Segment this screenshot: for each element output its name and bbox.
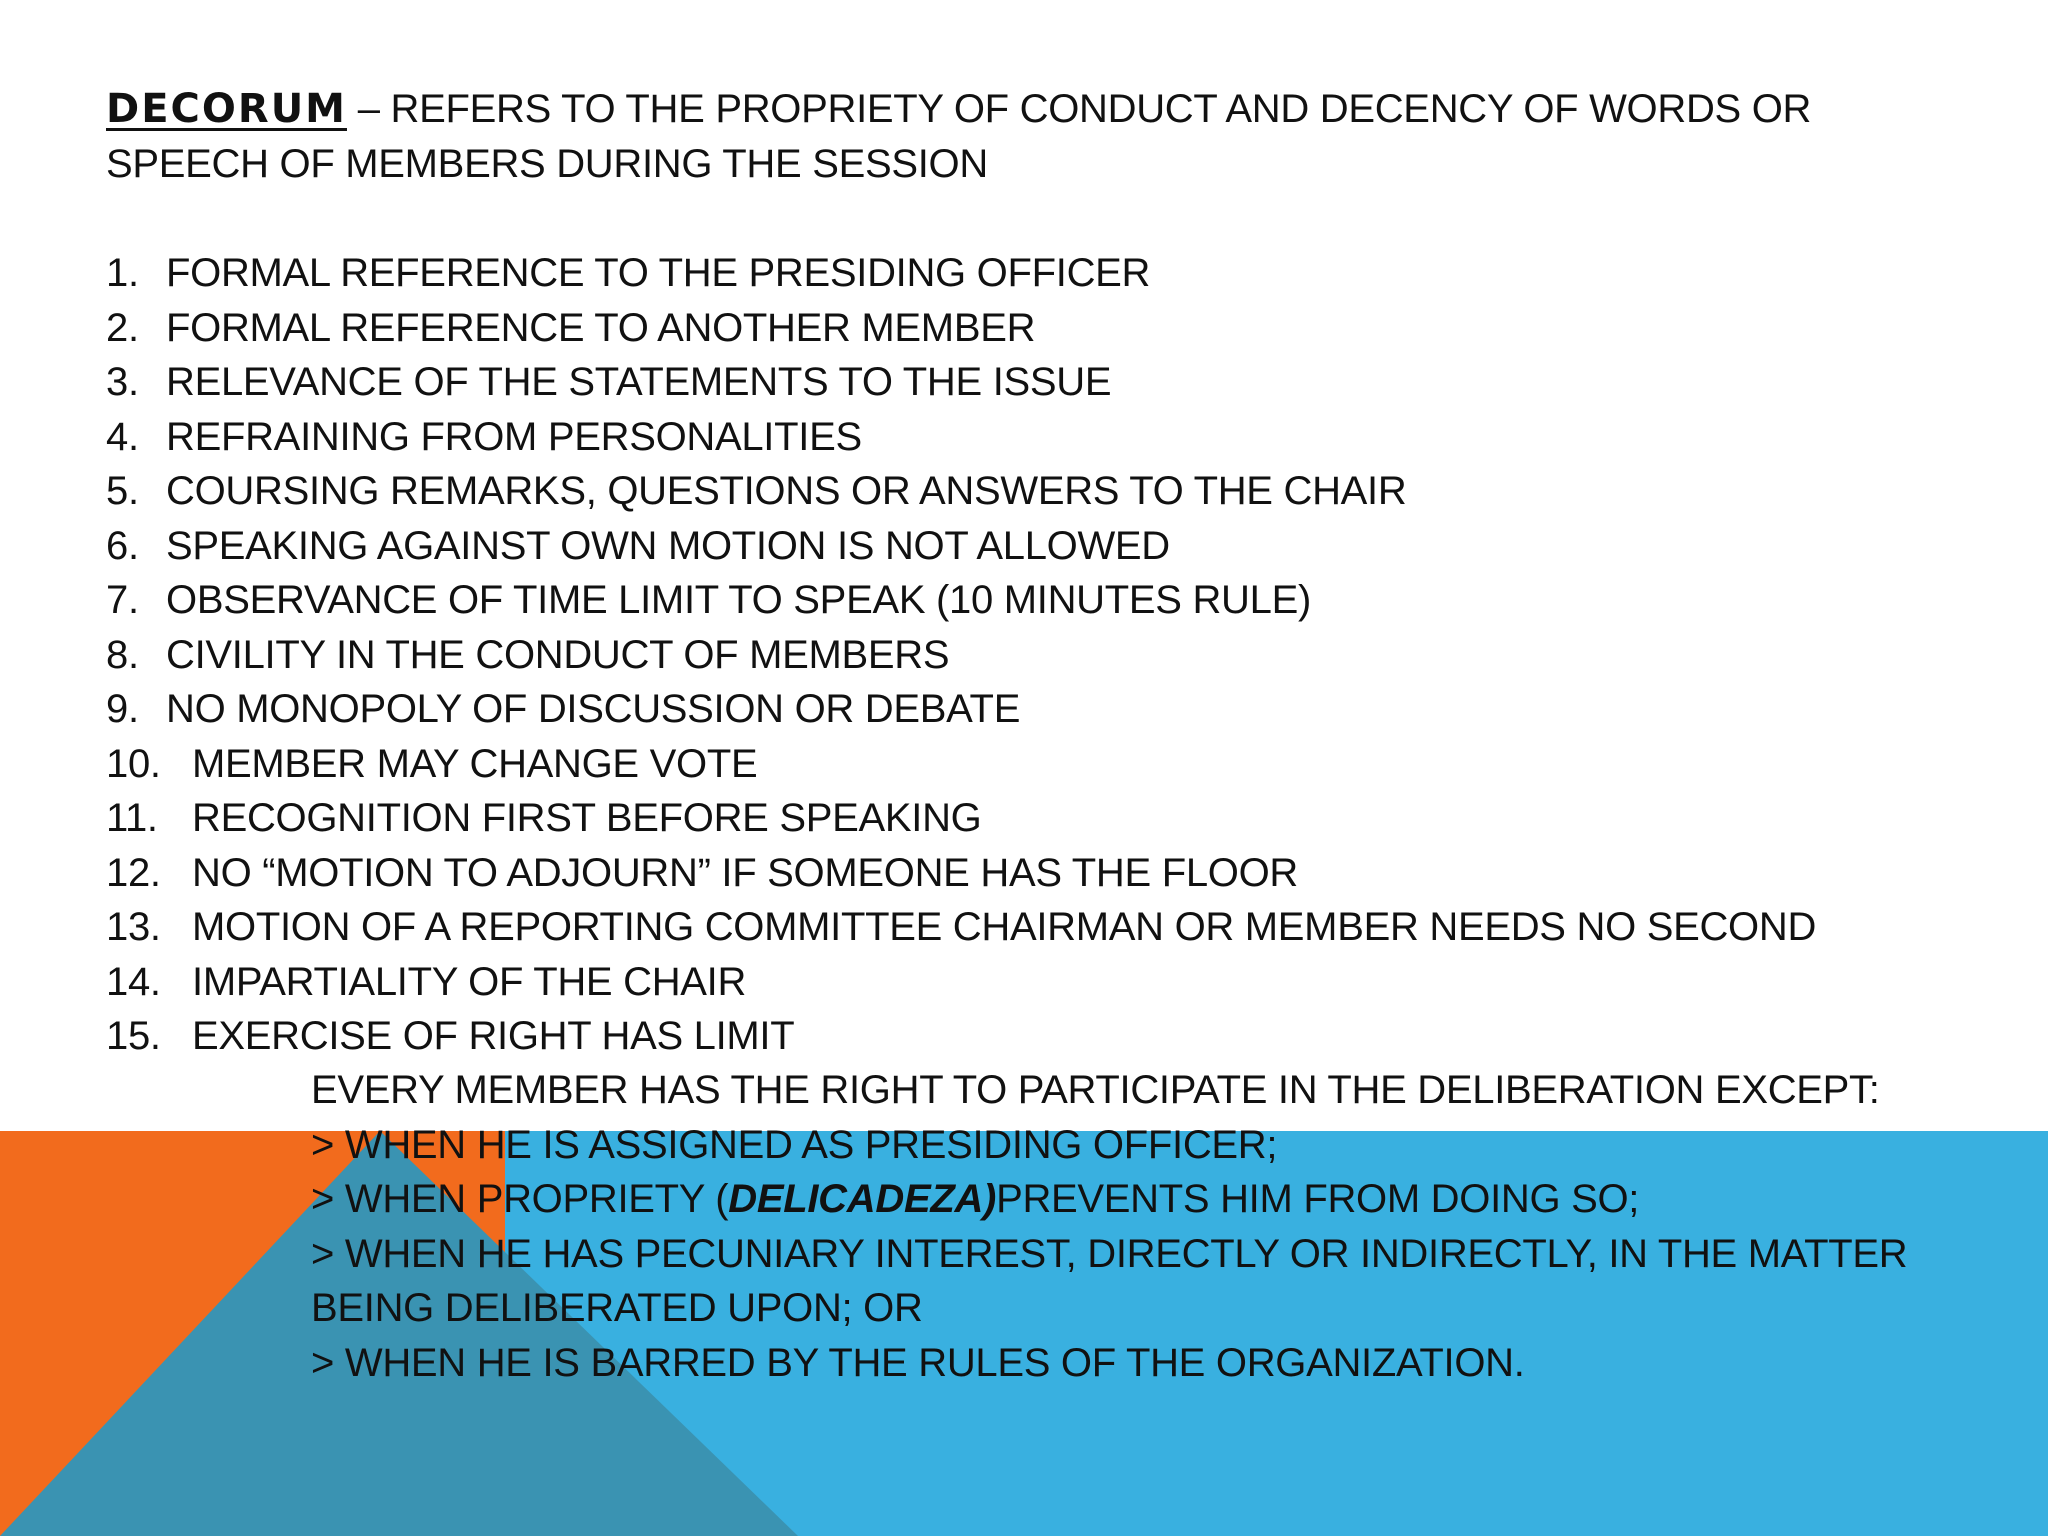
- rule-number: 4.: [106, 414, 139, 459]
- list-item: [106, 846, 1816, 901]
- exception-item: > WHEN HE IS ASSIGNED AS PRESIDING OFFICER;: [311, 1122, 1278, 1167]
- rule-number: 3.: [106, 360, 139, 405]
- rule-text: REFRAINING FROM PERSONALITIES: [166, 414, 862, 459]
- list-item: [106, 519, 1816, 574]
- list-item: [106, 355, 1816, 410]
- list-item: [106, 464, 1816, 519]
- definition-text-2: SPEECH OF MEMBERS DURING THE SESSION: [106, 142, 988, 186]
- rule-text: FORMAL REFERENCE TO THE PRESIDING OFFICER: [166, 251, 1151, 296]
- rule-number: 11.: [106, 796, 158, 841]
- exception-item-continued: BEING DELIBERATED UPON; OR: [311, 1286, 923, 1331]
- rule-number: 9.: [106, 687, 139, 732]
- rule-text: FORMAL REFERENCE TO ANOTHER MEMBER: [166, 305, 1036, 350]
- rule-text: NO MONOPOLY OF DISCUSSION OR DEBATE: [166, 687, 1021, 732]
- exception-text: PREVENTS HIM FROM DOING SO;: [996, 1177, 1640, 1222]
- rule-text: MEMBER MAY CHANGE VOTE: [192, 741, 758, 786]
- exception-text: > WHEN PROPRIETY (: [311, 1177, 729, 1222]
- participation-exceptions: [311, 1063, 1907, 1390]
- rule-text: COURSING REMARKS, QUESTIONS OR ANSWERS TO THE CHAIR: [166, 469, 1407, 514]
- rule-number: 6.: [106, 523, 139, 568]
- list-item: [106, 791, 1816, 846]
- rule-text: EXERCISE OF RIGHT HAS LIMIT: [192, 1014, 795, 1059]
- rule-number: 5.: [106, 469, 139, 514]
- rule-number: 14.: [106, 959, 161, 1004]
- rule-text: RELEVANCE OF THE STATEMENTS TO THE ISSUE: [166, 360, 1112, 405]
- rule-number: 13.: [106, 905, 161, 950]
- exception-item: > WHEN HE HAS PECUNIARY INTEREST, DIRECTLY OR INDIRECTLY, IN THE MATTER: [311, 1231, 1908, 1276]
- rule-text: MOTION OF A REPORTING COMMITTEE CHAIRMAN OR MEMBER NEEDS NO SECOND: [192, 905, 1817, 950]
- rule-number: 10.: [106, 741, 161, 786]
- rule-number: 7.: [106, 578, 139, 623]
- definition-text-1: – REFERS TO THE PROPRIETY OF CONDUCT AND DECENCY OF WORDS OR: [346, 87, 1812, 131]
- list-item: [106, 628, 1816, 683]
- exceptions-intro: EVERY MEMBER HAS THE RIGHT TO PARTICIPATE IN THE DELIBERATION EXCEPT:: [311, 1068, 1880, 1113]
- list-item: [106, 573, 1816, 628]
- list-item: [106, 301, 1816, 356]
- rule-number: 12.: [106, 850, 161, 895]
- rule-text: CIVILITY IN THE CONDUCT OF MEMBERS: [166, 632, 950, 677]
- rule-text: OBSERVANCE OF TIME LIMIT TO SPEAK (10 MINUTES RULE): [166, 578, 1311, 623]
- list-item: [106, 1009, 1816, 1064]
- list-item: [106, 682, 1816, 737]
- exception-item: > WHEN HE IS BARRED BY THE RULES OF THE ORGANIZATION.: [311, 1340, 1525, 1385]
- rule-number: 8.: [106, 632, 139, 677]
- rule-number: 2.: [106, 305, 139, 350]
- definition-line-2: [106, 137, 988, 191]
- rule-text: IMPARTIALITY OF THE CHAIR: [192, 959, 747, 1004]
- definition-line-1: [106, 82, 1811, 136]
- list-item: [106, 410, 1816, 465]
- delicadeza-term: DELICADEZA): [728, 1177, 997, 1222]
- list-item: [106, 955, 1816, 1010]
- decorum-rules-list: [106, 246, 1816, 1064]
- rule-text: SPEAKING AGAINST OWN MOTION IS NOT ALLOWED: [166, 523, 1170, 568]
- exception-item: [311, 1172, 1907, 1227]
- list-item: [106, 900, 1816, 955]
- list-item: [106, 737, 1816, 792]
- rule-text: NO “MOTION TO ADJOURN” IF SOMEONE HAS THE FLOOR: [192, 850, 1298, 895]
- rule-text: RECOGNITION FIRST BEFORE SPEAKING: [192, 796, 982, 841]
- rule-number: 1.: [106, 251, 139, 296]
- list-item: [106, 246, 1816, 301]
- rule-number: 15.: [106, 1014, 161, 1059]
- decorum-term: DECORUM: [106, 86, 347, 132]
